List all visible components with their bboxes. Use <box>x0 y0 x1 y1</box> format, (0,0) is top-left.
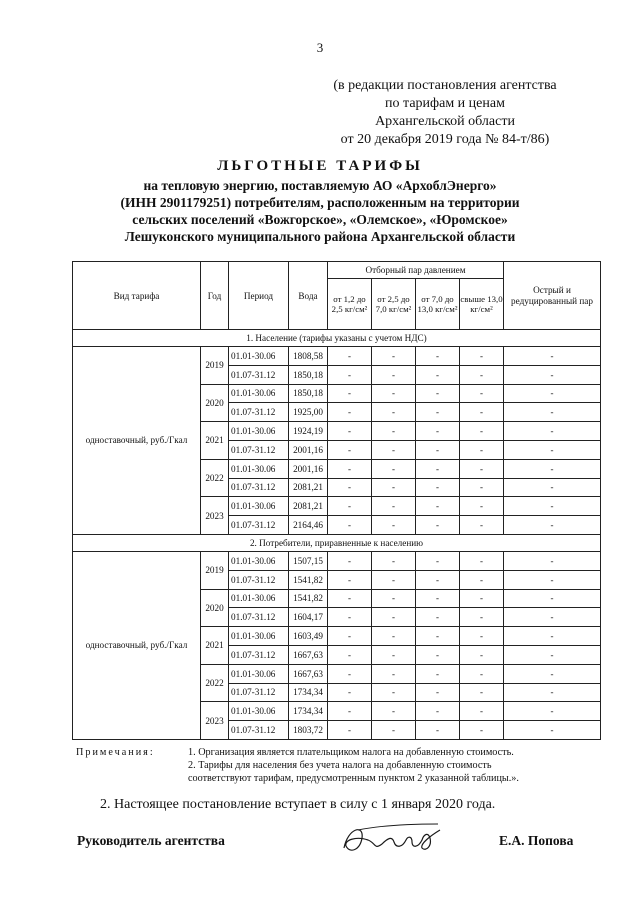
empty-tariff-cell: - <box>372 664 416 683</box>
water-tariff-cell: 1808,58 <box>289 347 328 366</box>
empty-tariff-cell: - <box>460 516 504 535</box>
empty-tariff-cell: - <box>416 664 460 683</box>
empty-tariff-cell: - <box>460 497 504 516</box>
tariff-table-body <box>73 330 601 740</box>
header-water: Вода <box>289 262 328 330</box>
signature-image <box>338 818 446 862</box>
empty-tariff-cell: - <box>460 570 504 589</box>
empty-tariff-cell: - <box>328 608 372 627</box>
period-cell: 01.01-30.06 <box>229 702 289 721</box>
water-tariff-cell: 2001,16 <box>289 440 328 459</box>
empty-tariff-cell: - <box>460 683 504 702</box>
empty-tariff-cell: - <box>504 702 601 721</box>
empty-tariff-cell: - <box>416 384 460 403</box>
empty-tariff-cell: - <box>416 403 460 422</box>
period-cell: 01.01-30.06 <box>229 422 289 441</box>
edition-line: от 20 декабря 2019 года № 84-т/86) <box>340 132 550 147</box>
edition-line: (в редакции постановления агентства <box>333 78 557 93</box>
title-line: Лешуконского муниципального района Архангельской области <box>124 229 516 244</box>
note-item: соответствуют тарифам, предусмотренным пунктом 2 указанной таблицы.». <box>188 773 519 784</box>
period-cell: 01.01-30.06 <box>229 551 289 570</box>
period-cell: 01.01-30.06 <box>229 627 289 646</box>
empty-tariff-cell: - <box>504 422 601 441</box>
empty-tariff-cell: - <box>504 664 601 683</box>
empty-tariff-cell: - <box>328 403 372 422</box>
header-tariff-type: Вид тарифа <box>73 262 201 330</box>
empty-tariff-cell: - <box>372 403 416 422</box>
empty-tariff-cell: - <box>372 347 416 366</box>
empty-tariff-cell: - <box>328 365 372 384</box>
table-row <box>73 347 601 366</box>
empty-tariff-cell: - <box>504 347 601 366</box>
empty-tariff-cell: - <box>460 645 504 664</box>
water-tariff-cell: 1925,00 <box>289 403 328 422</box>
year-cell: 2019 <box>201 551 229 589</box>
empty-tariff-cell: - <box>460 347 504 366</box>
water-tariff-cell: 2081,21 <box>289 497 328 516</box>
empty-tariff-cell: - <box>328 551 372 570</box>
empty-tariff-cell: - <box>416 478 460 497</box>
header-steam-col: от 1,2 до 2,5 кг/см² <box>328 279 372 330</box>
empty-tariff-cell: - <box>504 589 601 608</box>
section-row <box>73 534 601 551</box>
empty-tariff-cell: - <box>328 459 372 478</box>
empty-tariff-cell: - <box>460 551 504 570</box>
empty-tariff-cell: - <box>328 721 372 740</box>
period-cell: 01.07-31.12 <box>229 608 289 627</box>
empty-tariff-cell: - <box>372 459 416 478</box>
empty-tariff-cell: - <box>460 384 504 403</box>
water-tariff-cell: 1734,34 <box>289 702 328 721</box>
empty-tariff-cell: - <box>328 664 372 683</box>
signer-name: Е.А. Попова <box>499 833 574 848</box>
edition-line: по тарифам и ценам <box>385 96 505 111</box>
tariff-table <box>72 261 601 740</box>
empty-tariff-cell: - <box>504 478 601 497</box>
empty-tariff-cell: - <box>504 627 601 646</box>
year-cell: 2020 <box>201 384 229 422</box>
empty-tariff-cell: - <box>504 683 601 702</box>
water-tariff-cell: 1507,15 <box>289 551 328 570</box>
empty-tariff-cell: - <box>372 570 416 589</box>
table-row <box>73 551 601 570</box>
period-cell: 01.01-30.06 <box>229 459 289 478</box>
year-cell: 2023 <box>201 702 229 740</box>
empty-tariff-cell: - <box>372 516 416 535</box>
empty-tariff-cell: - <box>328 570 372 589</box>
empty-tariff-cell: - <box>416 683 460 702</box>
empty-tariff-cell: - <box>328 384 372 403</box>
empty-tariff-cell: - <box>416 365 460 384</box>
edition-note <box>320 77 570 149</box>
header-steam-col: свыше 13,0 кг/см² <box>460 279 504 330</box>
empty-tariff-cell: - <box>372 365 416 384</box>
tariff-type-cell: одноставочный, руб./Гкал <box>73 551 201 739</box>
empty-tariff-cell: - <box>372 497 416 516</box>
empty-tariff-cell: - <box>372 683 416 702</box>
empty-tariff-cell: - <box>328 589 372 608</box>
empty-tariff-cell: - <box>504 516 601 535</box>
note-item: 2. Тарифы для населения без учета налога на добавленную стоимость <box>188 760 492 771</box>
empty-tariff-cell: - <box>460 702 504 721</box>
period-cell: 01.07-31.12 <box>229 478 289 497</box>
empty-tariff-cell: - <box>504 403 601 422</box>
water-tariff-cell: 1734,34 <box>289 683 328 702</box>
water-tariff-cell: 1604,17 <box>289 608 328 627</box>
empty-tariff-cell: - <box>504 551 601 570</box>
document-title <box>60 158 580 245</box>
header-sharp-steam: Острый и редуцированный пар <box>504 262 601 330</box>
water-tariff-cell: 1541,82 <box>289 589 328 608</box>
empty-tariff-cell: - <box>372 478 416 497</box>
water-tariff-cell: 1667,63 <box>289 664 328 683</box>
header-period: Период <box>229 262 289 330</box>
water-tariff-cell: 2001,16 <box>289 459 328 478</box>
empty-tariff-cell: - <box>328 645 372 664</box>
empty-tariff-cell: - <box>372 721 416 740</box>
period-cell: 01.01-30.06 <box>229 664 289 683</box>
header-year: Год <box>201 262 229 330</box>
empty-tariff-cell: - <box>372 627 416 646</box>
empty-tariff-cell: - <box>416 570 460 589</box>
year-cell: 2020 <box>201 589 229 627</box>
empty-tariff-cell: - <box>328 497 372 516</box>
period-cell: 01.01-30.06 <box>229 589 289 608</box>
water-tariff-cell: 1603,49 <box>289 627 328 646</box>
empty-tariff-cell: - <box>328 702 372 721</box>
header-steam-group: Отборный пар давлением <box>328 262 504 279</box>
empty-tariff-cell: - <box>460 403 504 422</box>
effective-date-clause: 2. Настоящее постановление вступает в силу с 1 января 2020 года. <box>100 797 496 812</box>
empty-tariff-cell: - <box>416 608 460 627</box>
empty-tariff-cell: - <box>460 440 504 459</box>
empty-tariff-cell: - <box>416 459 460 478</box>
empty-tariff-cell: - <box>504 721 601 740</box>
empty-tariff-cell: - <box>460 721 504 740</box>
title-line: (ИНН 2901179251) потребителям, расположенным на территории <box>120 195 520 210</box>
empty-tariff-cell: - <box>416 551 460 570</box>
year-cell: 2023 <box>201 497 229 535</box>
empty-tariff-cell: - <box>416 422 460 441</box>
empty-tariff-cell: - <box>328 422 372 441</box>
water-tariff-cell: 1850,18 <box>289 365 328 384</box>
year-cell: 2022 <box>201 664 229 702</box>
empty-tariff-cell: - <box>416 347 460 366</box>
empty-tariff-cell: - <box>328 516 372 535</box>
period-cell: 01.07-31.12 <box>229 683 289 702</box>
empty-tariff-cell: - <box>328 627 372 646</box>
year-cell: 2021 <box>201 422 229 460</box>
empty-tariff-cell: - <box>504 459 601 478</box>
section-title: 1. Население (тарифы указаны с учетом НДС) <box>73 330 601 347</box>
empty-tariff-cell: - <box>460 664 504 683</box>
empty-tariff-cell: - <box>372 440 416 459</box>
water-tariff-cell: 1850,18 <box>289 384 328 403</box>
empty-tariff-cell: - <box>504 497 601 516</box>
empty-tariff-cell: - <box>460 365 504 384</box>
year-cell: 2021 <box>201 627 229 665</box>
header-steam-col: от 2,5 до 7,0 кг/см² <box>372 279 416 330</box>
empty-tariff-cell: - <box>504 440 601 459</box>
empty-tariff-cell: - <box>372 645 416 664</box>
note-item: 1. Организация является плательщиком налога на добавленную стоимость. <box>188 747 514 758</box>
period-cell: 01.01-30.06 <box>229 347 289 366</box>
notes-caption: Примечания: <box>76 747 155 758</box>
empty-tariff-cell: - <box>460 422 504 441</box>
empty-tariff-cell: - <box>372 384 416 403</box>
water-tariff-cell: 1803,72 <box>289 721 328 740</box>
edition-line: Архангельской области <box>375 114 515 129</box>
empty-tariff-cell: - <box>416 721 460 740</box>
period-cell: 01.01-30.06 <box>229 384 289 403</box>
title-line: сельских поселений «Вожгорское», «Олемское», «Юромское» <box>132 212 508 227</box>
empty-tariff-cell: - <box>504 384 601 403</box>
empty-tariff-cell: - <box>460 627 504 646</box>
empty-tariff-cell: - <box>416 440 460 459</box>
section-row <box>73 330 601 347</box>
title-line: на тепловую энергию, поставляемую АО «АрхоблЭнерго» <box>143 178 497 193</box>
water-tariff-cell: 1541,82 <box>289 570 328 589</box>
water-tariff-cell: 1924,19 <box>289 422 328 441</box>
empty-tariff-cell: - <box>372 551 416 570</box>
empty-tariff-cell: - <box>504 365 601 384</box>
period-cell: 01.01-30.06 <box>229 497 289 516</box>
empty-tariff-cell: - <box>416 627 460 646</box>
empty-tariff-cell: - <box>504 570 601 589</box>
empty-tariff-cell: - <box>504 645 601 664</box>
notes-list <box>188 746 588 785</box>
title-main: ЛЬГОТНЫЕ ТАРИФЫ <box>217 158 423 174</box>
empty-tariff-cell: - <box>504 608 601 627</box>
period-cell: 01.07-31.12 <box>229 570 289 589</box>
empty-tariff-cell: - <box>416 516 460 535</box>
signer-title: Руководитель агентства <box>77 833 225 848</box>
section-title: 2. Потребители, приравненные к населению <box>73 534 601 551</box>
empty-tariff-cell: - <box>460 589 504 608</box>
period-cell: 01.07-31.12 <box>229 365 289 384</box>
year-cell: 2019 <box>201 347 229 385</box>
empty-tariff-cell: - <box>416 645 460 664</box>
page-number: 3 <box>316 40 324 55</box>
water-tariff-cell: 2164,46 <box>289 516 328 535</box>
empty-tariff-cell: - <box>460 478 504 497</box>
empty-tariff-cell: - <box>460 459 504 478</box>
header-steam-col: от 7,0 до 13,0 кг/см² <box>416 279 460 330</box>
period-cell: 01.07-31.12 <box>229 516 289 535</box>
period-cell: 01.07-31.12 <box>229 645 289 664</box>
period-cell: 01.07-31.12 <box>229 403 289 422</box>
period-cell: 01.07-31.12 <box>229 440 289 459</box>
water-tariff-cell: 2081,21 <box>289 478 328 497</box>
empty-tariff-cell: - <box>328 683 372 702</box>
empty-tariff-cell: - <box>372 702 416 721</box>
empty-tariff-cell: - <box>372 422 416 441</box>
empty-tariff-cell: - <box>372 608 416 627</box>
empty-tariff-cell: - <box>416 589 460 608</box>
empty-tariff-cell: - <box>328 347 372 366</box>
water-tariff-cell: 1667,63 <box>289 645 328 664</box>
period-cell: 01.07-31.12 <box>229 721 289 740</box>
empty-tariff-cell: - <box>416 702 460 721</box>
empty-tariff-cell: - <box>416 497 460 516</box>
year-cell: 2022 <box>201 459 229 497</box>
tariff-type-cell: одноставочный, руб./Гкал <box>73 347 201 535</box>
empty-tariff-cell: - <box>372 589 416 608</box>
empty-tariff-cell: - <box>328 440 372 459</box>
empty-tariff-cell: - <box>328 478 372 497</box>
empty-tariff-cell: - <box>460 608 504 627</box>
